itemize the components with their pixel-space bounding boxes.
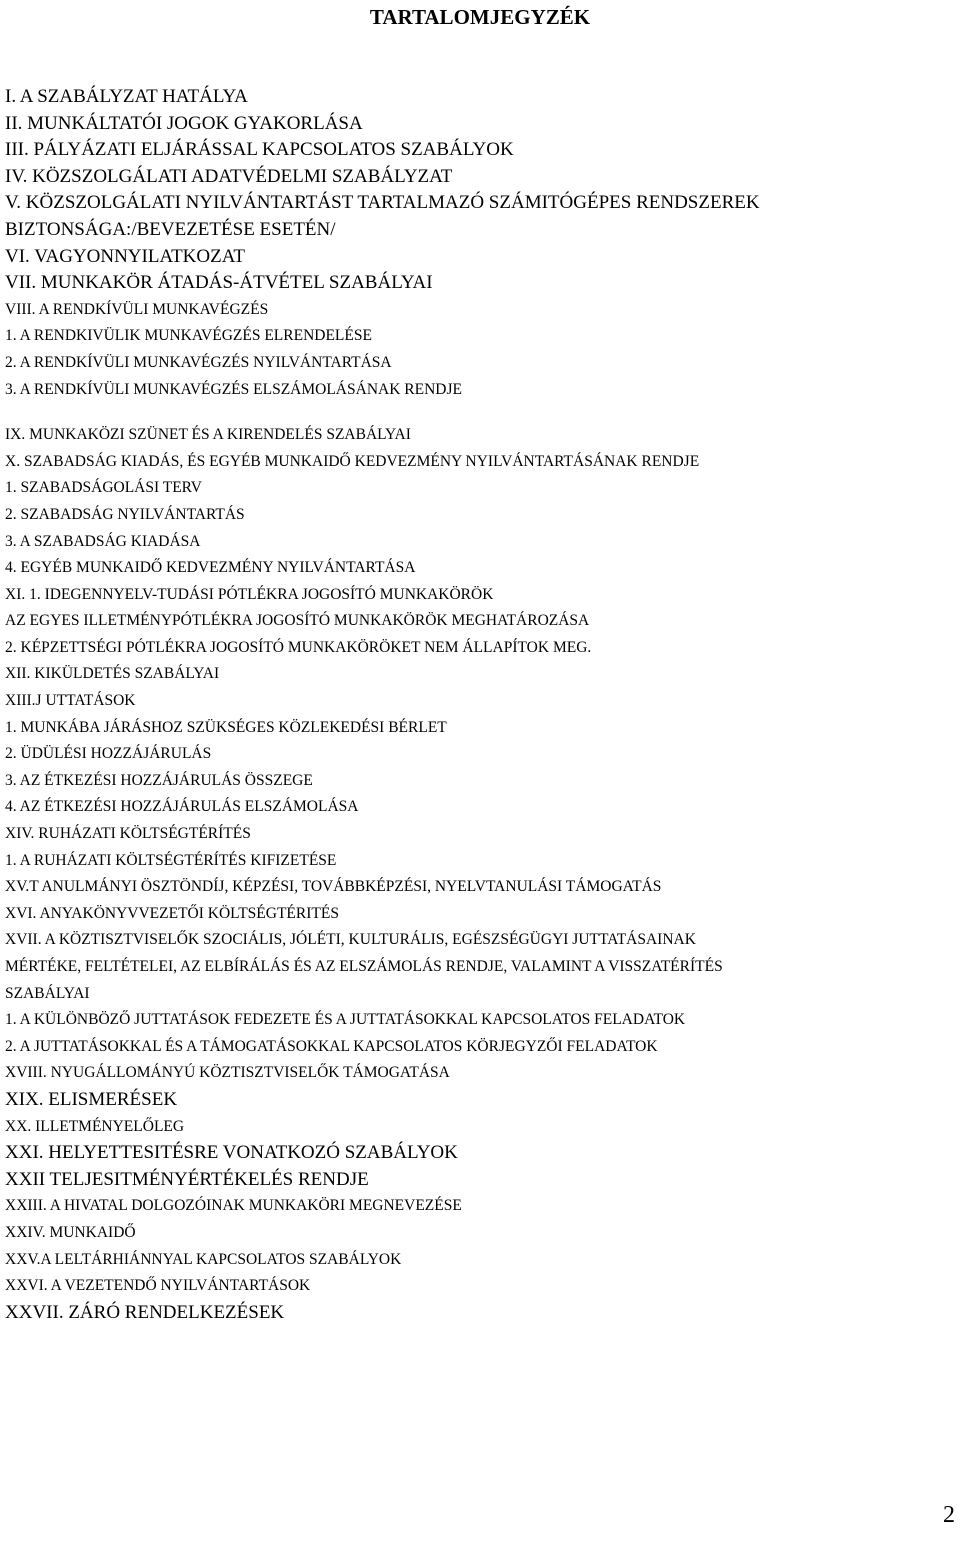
toc-entry: 3. A RENDKÍVÜLI MUNKAVÉGZÉS ELSZÁMOLÁSÁNAK RENDJE	[5, 380, 462, 398]
toc-entry: X. SZABADSÁG KIADÁS, ÉS EGYÉB MUNKAIDŐ KEDVEZMÉNY NYILVÁNTARTÁSÁNAK RENDJE	[5, 452, 700, 470]
toc-entry: 3. AZ ÉTKEZÉSI HOZZÁJÁRULÁS ÖSSZEGE	[5, 771, 313, 789]
toc-entry: BIZTONSÁGA:/BEVEZETÉSE ESETÉN/	[5, 218, 336, 240]
toc-entry: 1. A KÜLÖNBÖZŐ JUTTATÁSOK FEDEZETE ÉS A JUTTATÁSOKKAL KAPCSOLATOS FELADATOK	[5, 1011, 686, 1029]
toc-entry: IX. MUNKAKÖZI SZÜNET ÉS A KIRENDELÉS SZABÁLYAI	[5, 426, 411, 444]
toc-entry: XVII. A KÖZTISZTVISELŐK SZOCIÁLIS, JÓLÉTI, KULTURÁLIS, EGÉSZSÉGÜGYI JUTTATÁSAINAK	[5, 931, 696, 949]
toc-entry: XXVI. A VEZETENDŐ NYILVÁNTARTÁSOK	[5, 1277, 311, 1295]
table-of-contents	[5, 84, 955, 1326]
toc-entry: XXI. HELYETTESITÉSRE VONATKOZÓ SZABÁLYOK	[5, 1142, 458, 1164]
toc-entry: XIV. RUHÁZATI KÖLTSÉGTÉRÍTÉS	[5, 825, 251, 843]
toc-entry: XVI. ANYAKÖNYVVEZETŐI KÖLTSÉGTÉRITÉS	[5, 904, 339, 922]
toc-entry: VI. VAGYONNYILATKOZAT	[5, 245, 245, 267]
toc-entry: XIII.J UTTATÁSOK	[5, 692, 136, 710]
toc-entry: XVIII. NYUGÁLLOMÁNYÚ KÖZTISZTVISELŐK TÁMOGATÁSA	[5, 1064, 450, 1082]
toc-entry: XI. 1. IDEGENNYELV-TUDÁSI PÓTLÉKRA JOGOSÍTÓ MUNKAKÖRÖK	[5, 585, 494, 603]
toc-entry: XXIV. MUNKAIDŐ	[5, 1223, 136, 1241]
toc-entry: IV. KÖZSZOLGÁLATI ADATVÉDELMI SZABÁLYZAT	[5, 165, 453, 187]
toc-entry: XV.T ANULMÁNYI ÖSZTÖNDÍJ, KÉPZÉSI, TOVÁBBKÉPZÉSI, NYELVTANULÁSI TÁMOGATÁS	[5, 878, 662, 896]
toc-entry: XXIII. A HIVATAL DOLGOZÓINAK MUNKAKÖRI MEGNEVEZÉSE	[5, 1197, 462, 1215]
toc-entry: VII. MUNKAKÖR ÁTADÁS-ÁTVÉTEL SZABÁLYAI	[5, 272, 433, 294]
toc-entry: 2. A RENDKÍVÜLI MUNKAVÉGZÉS NYILVÁNTARTÁSA	[5, 353, 392, 371]
toc-entry: XXII TELJESITMÉNYÉRTÉKELÉS RENDJE	[5, 1168, 369, 1190]
toc-entry: 3. A SZABADSÁG KIADÁSA	[5, 532, 201, 550]
toc-entry: XX. ILLETMÉNYELŐLEG	[5, 1117, 185, 1135]
toc-entry: MÉRTÉKE, FELTÉTELEI, AZ ELBÍRÁLÁS ÉS AZ ELSZÁMOLÁS RENDJE, VALAMINT A VISSZATÉRÍTÉS	[5, 958, 723, 975]
page-number: 2	[943, 1502, 955, 1528]
toc-entry: 4. EGYÉB MUNKAIDŐ KEDVEZMÉNY NYILVÁNTARTÁSA	[5, 559, 416, 577]
toc-entry: 1. MUNKÁBA JÁRÁSHOZ SZÜKSÉGES KÖZLEKEDÉSI BÉRLET	[5, 718, 447, 736]
toc-entry: 2. ÜDÜLÉSI HOZZÁJÁRULÁS	[5, 745, 212, 763]
toc-entry: II. MUNKÁLTATÓI JOGOK GYAKORLÁSA	[5, 112, 363, 134]
toc-entry: 4. AZ ÉTKEZÉSI HOZZÁJÁRULÁS ELSZÁMOLÁSA	[5, 798, 359, 816]
toc-entry: 2. A JUTTATÁSOKKAL ÉS A TÁMOGATÁSOKKAL KAPCSOLATOS KÖRJEGYZŐI FELADATOK	[5, 1037, 658, 1055]
toc-entry: 1. SZABADSÁGOLÁSI TERV	[5, 479, 202, 497]
toc-entry: 1. A RUHÁZATI KÖLTSÉGTÉRÍTÉS KIFIZETÉSE	[5, 851, 337, 869]
toc-entry: AZ EGYES ILLETMÉNYPÓTLÉKRA JOGOSÍTÓ MUNKAKÖRÖK MEGHATÁROZÁSA	[5, 612, 590, 630]
toc-entry: XII. KIKÜLDETÉS SZABÁLYAI	[5, 665, 220, 683]
toc-entry: XXV.A LELTÁRHIÁNNYAL KAPCSOLATOS SZABÁLYOK	[5, 1250, 402, 1268]
toc-entry: XXVII. ZÁRÓ RENDELKEZÉSEK	[5, 1301, 285, 1323]
toc-entry: XIX. ELISMERÉSEK	[5, 1088, 178, 1110]
toc-entry: VIII. A RENDKÍVÜLI MUNKAVÉGZÉS	[5, 300, 269, 318]
toc-entry: 2. KÉPZETTSÉGI PÓTLÉKRA JOGOSÍTÓ MUNKAKÖRÖKET NEM ÁLLAPÍTOK MEG.	[5, 638, 592, 656]
toc-entry: 2. SZABADSÁG NYILVÁNTARTÁS	[5, 505, 245, 523]
toc-entry: SZABÁLYAI	[5, 984, 90, 1002]
toc-entry: I. A SZABÁLYZAT HATÁLYA	[5, 86, 248, 107]
page-title: TARTALOMJEGYZÉK	[369, 5, 591, 29]
toc-entry: 1. A RENDKIVÜLIK MUNKAVÉGZÉS ELRENDELÉSE	[5, 327, 372, 345]
toc-entry: V. KÖZSZOLGÁLATI NYILVÁNTARTÁST TARTALMAZÓ SZÁMITÓGÉPES RENDSZEREK	[5, 192, 760, 214]
toc-entry: III. PÁLYÁZATI ELJÁRÁSSAL KAPCSOLATOS SZABÁLYOK	[5, 139, 514, 161]
